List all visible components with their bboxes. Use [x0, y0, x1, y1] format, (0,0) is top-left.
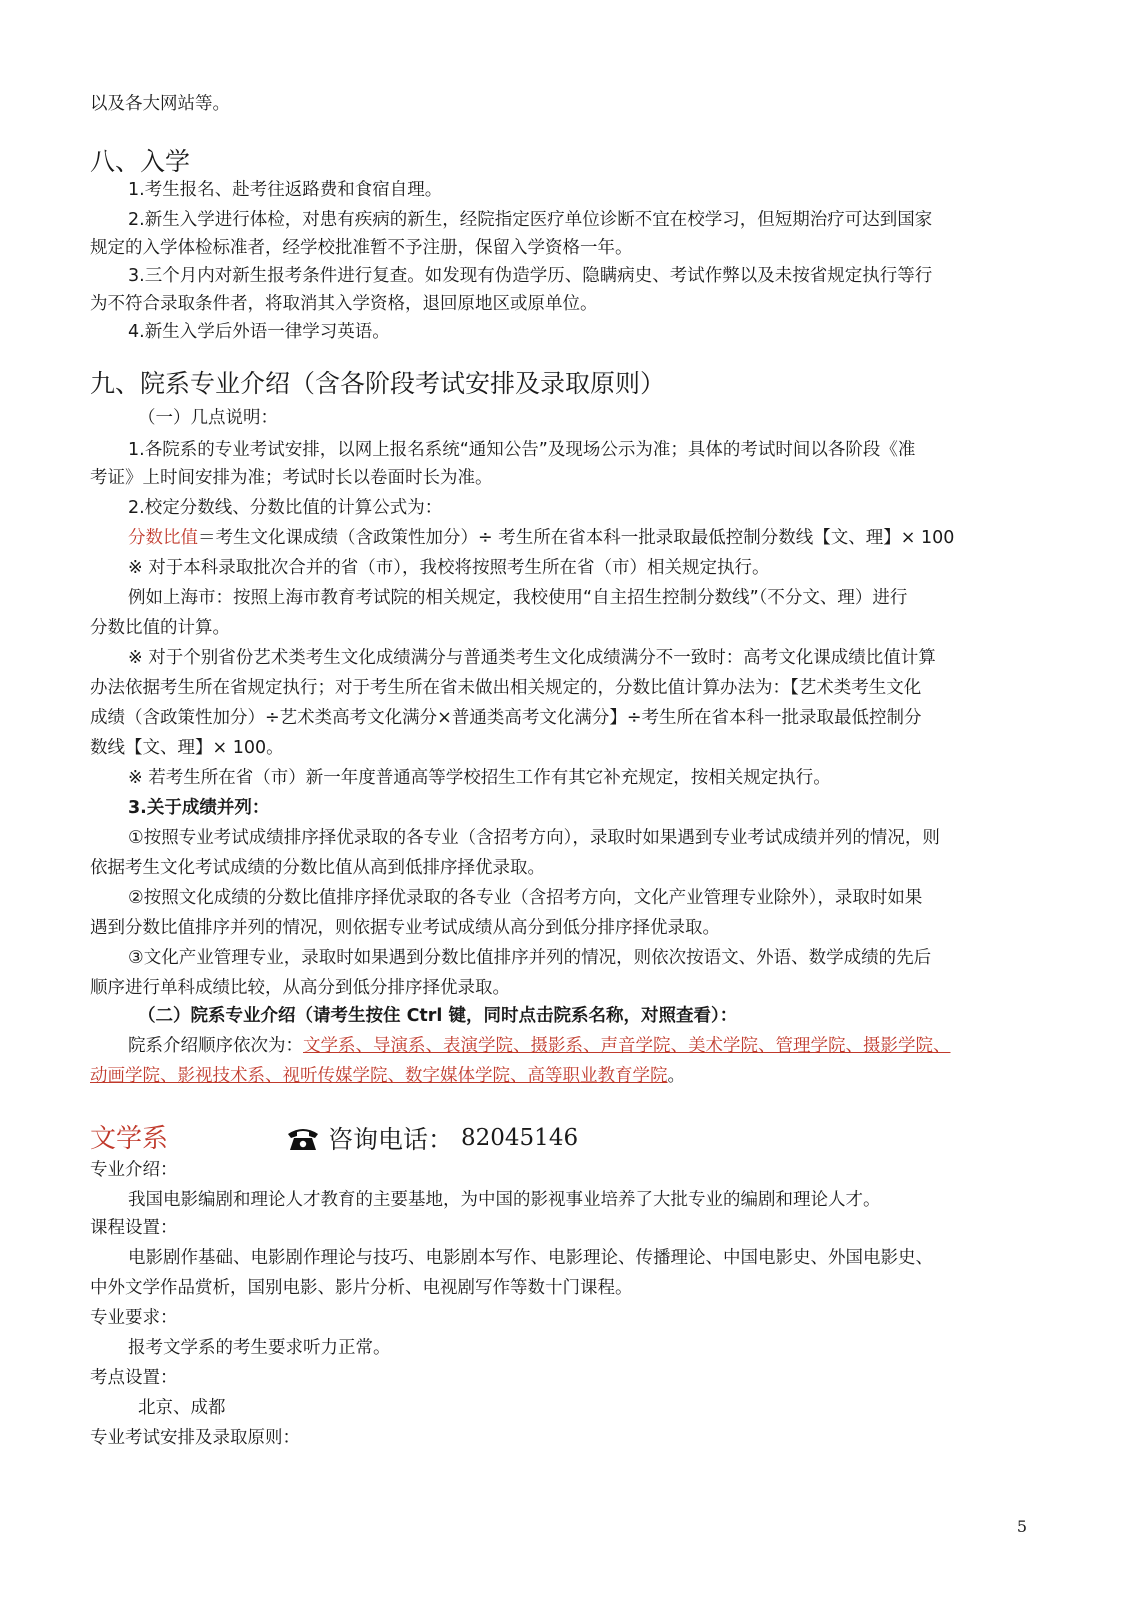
text-line: 2.新生入学进行体检，对患有疾病的新生，经院指定医疗单位诊断不宜在校学习，但短期治疗可达到国家 [128, 210, 933, 230]
text-line: 办法依据考生所在省规定执行；对于考生所在省未做出相关规定的，分数比值计算办法为：【艺术类考生文化 [90, 678, 922, 698]
course-text: 中外文学作品赏析，国别电影、影片分析、电视剧写作等数十门课程。 [90, 1278, 633, 1298]
text-line: 2.校定分数线、分数比值的计算公式为： [128, 498, 443, 518]
link-fine-arts-school[interactable]: 美术学院、 [688, 1036, 776, 1056]
heading-enrollment: 八、入学 [90, 147, 191, 176]
telephone-icon [286, 1124, 320, 1152]
department-link-line [90, 1064, 685, 1088]
heading-departments: 九、院系专业介绍（含各阶段考试安排及录取原则） [90, 369, 666, 398]
text-line: 顺序进行单科成绩比较，从高分到低分排序择优录取。 [90, 978, 510, 998]
requirement-text: 报考文学系的考生要求听力正常。 [128, 1338, 391, 1358]
formula-text: ＝考生文化课成绩（含政策性加分）÷ 考生所在省本科一批录取最低控制分数线【文、理】× 100 [198, 528, 955, 548]
page-number: 5 [1016, 1517, 1027, 1536]
phone-contact [286, 1120, 578, 1156]
text-line: 3.三个月内对新生报考条件进行复查。如发现有伪造学历、隐瞒病史、考试作弊以及未按省规定执行等行 [128, 266, 933, 286]
text-line: ②按照文化成绩的分数比值排序择优录取的各专业（含招考方向，文化产业管理专业除外），录取时如果 [128, 888, 923, 908]
text-line: 例如上海市：按照上海市教育考试院的相关规定，我校使用“自主招生控制分数线”（不分文、理）进行 [128, 588, 908, 608]
subheading-department-intro: （二）院系专业介绍（请考生按住 Ctrl 键，同时点击院系名称，对照查看）： [138, 1006, 738, 1026]
requirement-label: 专业要求： [90, 1308, 178, 1328]
text-line: ①按照专业考试成绩排序择优录取的各专业（含招考方向），录取时如果遇到专业考试成绩并列的情况，则 [128, 828, 940, 848]
intro-text: 我国电影编剧和理论人才教育的主要基地，为中国的影视事业培养了大批专业的编剧和理论人才。 [128, 1190, 881, 1210]
text-line: 遇到分数比值排序并列的情况，则依据专业考试成绩从高分到低分排序择优录取。 [90, 918, 720, 938]
text-line: 1.考生报名、赴考往返路费和食宿自理。 [128, 180, 443, 200]
text-line: ※ 对于个别省份艺术类考生文化成绩满分与普通类考生文化成绩满分不一致时：高考文化课成绩比值计算 [128, 648, 936, 668]
link-list-lead: 院系介绍顺序依次为： [128, 1036, 303, 1056]
text-line: 成绩（含政策性加分）÷艺术类高考文化满分×普通类高考文化满分】÷考生所在省本科一批录取最低控制分 [90, 708, 922, 728]
text-line: 规定的入学体检标准者，经学校批准暂不予注册，保留入学资格一年。 [90, 238, 633, 258]
text-line: 1.各院系的专业考试安排，以网上报名系统“通知公告”及现场公示为准；具体的考试时间以各阶段《准 [128, 440, 916, 460]
intro-label: 专业介绍： [90, 1160, 178, 1180]
text-line: 考证》上时间安排为准；考试时长以卷面时长为准。 [90, 468, 493, 488]
section-title: 文学系 [90, 1124, 169, 1154]
link-animation-school[interactable]: 动画学院、 [90, 1066, 178, 1086]
link-directing-dept[interactable]: 导演系、 [373, 1036, 443, 1056]
text-line: ※ 对于本科录取批次合并的省（市），我校将按照考生所在省（市）相关规定执行。 [128, 558, 770, 578]
course-text: 电影剧作基础、电影剧作理论与技巧、电影剧本写作、电影理论、传播理论、中国电影史、外国电影史、 [128, 1248, 933, 1268]
formula-line [128, 526, 954, 550]
text-line: ③文化产业管理专业，录取时如果遇到分数比值排序并列的情况，则依次按语文、外语、数学成绩的先后 [128, 948, 932, 968]
link-sound-school[interactable]: 声音学院、 [600, 1036, 688, 1056]
venue-text: 北京、成都 [138, 1398, 226, 1418]
formula-term: 分数比值 [128, 528, 198, 548]
link-management-school[interactable]: 管理学院、 [775, 1036, 863, 1056]
link-literature-dept[interactable]: 文学系、 [303, 1036, 373, 1056]
link-digital-media-school[interactable]: 数字媒体学院、 [405, 1066, 528, 1086]
link-acting-school[interactable]: 表演学院、 [443, 1036, 531, 1056]
phone-number: 82045146 [461, 1125, 579, 1151]
phone-label: 咨询电话： [328, 1125, 454, 1154]
department-link-line [128, 1034, 951, 1058]
venue-label: 考点设置： [90, 1368, 178, 1388]
link-photography-school[interactable]: 摄影学院、 [863, 1036, 951, 1056]
text-line: 以及各大网站等。 [90, 94, 230, 114]
link-vocational-school[interactable]: 高等职业教育学院 [527, 1066, 668, 1086]
subheading-tie-rules: 3.关于成绩并列： [128, 798, 270, 818]
text-line: 依据考生文化考试成绩的分数比值从高到低排序择优录取。 [90, 858, 545, 878]
subheading-notes: （一）几点说明： [138, 408, 278, 428]
link-film-tech-dept[interactable]: 影视技术系、 [177, 1066, 283, 1086]
text-line: ※ 若考生所在省（市）新一年度普通高等学校招生工作有其它补充规定，按相关规定执行。 [128, 768, 831, 788]
text-line: 分数比值的计算。 [90, 618, 230, 638]
text-line: 4.新生入学后外语一律学习英语。 [128, 322, 390, 342]
link-av-media-school[interactable]: 视听传媒学院、 [282, 1066, 405, 1086]
link-photography-dept[interactable]: 摄影系、 [530, 1036, 601, 1056]
text-line: 为不符合录取条件者，将取消其入学资格，退回原地区或原单位。 [90, 294, 598, 314]
arrangement-label: 专业考试安排及录取原则： [90, 1428, 300, 1448]
course-label: 课程设置： [90, 1218, 178, 1238]
text-line: 数线【文、理】× 100。 [90, 738, 284, 758]
link-list-end: 。 [667, 1066, 685, 1086]
